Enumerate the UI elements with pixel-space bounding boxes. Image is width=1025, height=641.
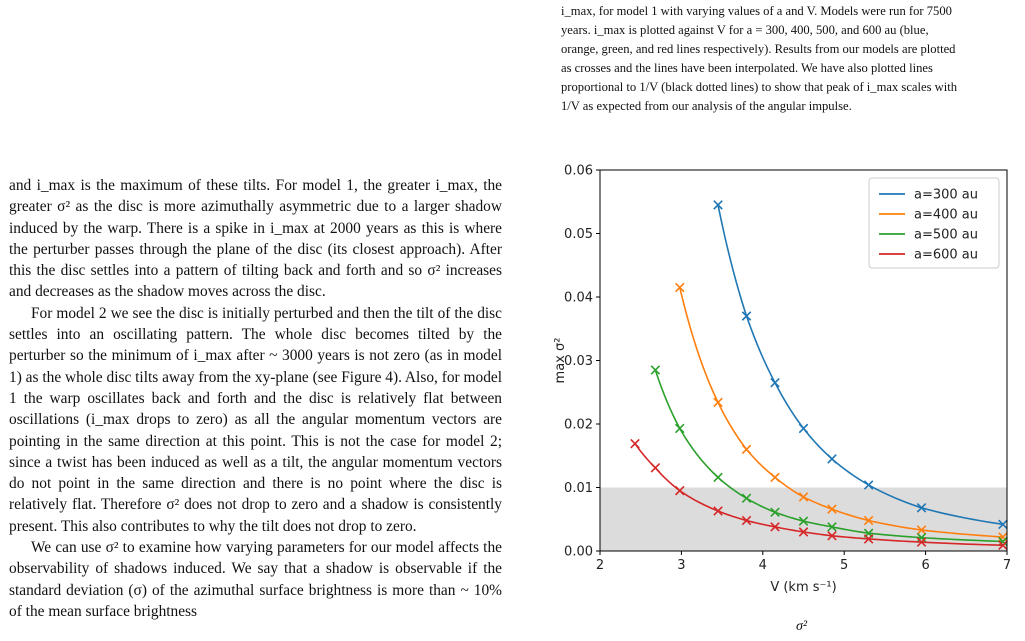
paragraph-3: We can use σ² to examine how varying parameters for our model affects the observability of shadows induced. We say that a shadow is observable if the standard deviation (σ) of the azimuthal surface brightness is more than ~ 10% of the mean surface brightness	[9, 539, 502, 620]
caption-line-2: years. i_max is plotted against V for a = 300, 400, 500, and 600 au (blue,	[561, 23, 929, 37]
legend-label: a=600 au	[914, 247, 979, 263]
y-tick-label: 0.06	[564, 163, 593, 179]
body-text-column	[9, 175, 502, 622]
data-point	[676, 424, 684, 432]
legend-label: a=400 au	[914, 207, 979, 223]
x-tick-label: 6	[921, 558, 930, 573]
y-tick-label: 0.01	[564, 481, 593, 496]
paragraph-2: For model 2 we see the disc is initially perturbed and then the tilt of the disc settles into an oscillating pattern. The whole disc becomes tilted by the perturber so the minimum of i_max after ~ 3000 years is not zero (as in model 1) as the whole disc tilts away from the xy-plane (see Figure 4). Also, for model 1 the warp oscillates back and forth and the disc is relatively flat between oscillations (i_max drops to zero) as all the angular momentum vectors are pointing in the same direction at this point. This is not the case for model 2; since a twist has been induced as well as a tilt, the angular momentum vectors do not point in the same direction and there is no point where the disc is relatively flat. Therefore σ² does not drop to zero and a shadow is consistently present. This also contributes to why the tilt does not drop to zero.	[9, 304, 502, 535]
data-point	[651, 464, 659, 472]
figure-chart	[548, 156, 1018, 606]
y-tick-label: 0.04	[564, 290, 593, 306]
caption-line-4: as crosses and the lines have been interpolated. We have also plotted lines	[561, 61, 933, 75]
data-point	[771, 473, 779, 481]
caption-line-3: orange, green, and red lines respectively). Results from our models are plotted	[561, 42, 956, 56]
x-axis-label: V (km s⁻¹)	[770, 580, 837, 595]
data-point	[631, 439, 639, 447]
data-point	[742, 312, 750, 320]
legend-label: a=300 au	[914, 187, 979, 203]
y-tick-label: 0.00	[564, 544, 593, 560]
data-point	[799, 424, 807, 432]
data-point	[651, 366, 659, 374]
data-point	[771, 379, 779, 387]
data-point	[714, 398, 722, 406]
x-tick-label: 5	[840, 558, 849, 573]
paragraph-1: and i_max is the maximum of these tilts. For model 1, the greater i_max, the greater σ² as the disc is more azimuthally asymmetric due to a larger shadow induced by the warp. There is a spike in i_max at 2000 years as this is where the perturber passes through the plane of the disc (its closest approach). After this the disc settles into a pattern of tilting back and forth and so σ² increases and decreases as the shadow moves across the disc.	[9, 177, 502, 301]
legend-label: a=500 au	[914, 227, 979, 243]
data-point	[714, 473, 722, 481]
chart-svg	[548, 156, 1018, 606]
y-tick-label: 0.02	[564, 417, 593, 433]
x-tick-label: 7	[1002, 558, 1012, 573]
caption-line-6: 1/V as expected from our analysis of the angular impulse.	[561, 99, 852, 113]
y-tick-label: 0.05	[564, 227, 593, 242]
x-tick-label: 3	[677, 558, 686, 573]
data-point	[828, 455, 836, 463]
x-tick-label: 4	[758, 558, 767, 573]
y-tick-label: 0.03	[564, 354, 593, 369]
y-axis-label: max σ²	[553, 337, 568, 384]
caption-line-5: proportional to 1/V (black dotted lines) to show that peak of i_max scales with	[561, 80, 958, 94]
footer-fragment: σ²	[796, 619, 808, 634]
x-tick-label: 2	[595, 558, 605, 573]
caption-line-1: i_max, for model 1 with varying values of a and V. Models were run for 7500	[561, 4, 952, 18]
figure-caption	[561, 2, 1016, 116]
data-point	[742, 445, 750, 453]
